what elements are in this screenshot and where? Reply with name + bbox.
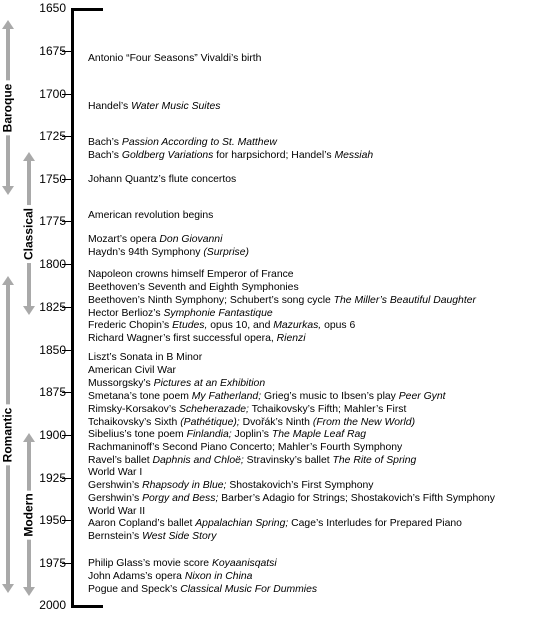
timeline-event [88,429,366,442]
year-label: 1950 [39,513,66,527]
event-title-italic: Water Music Suites [131,101,221,112]
timeline-event [88,571,252,584]
event-text: Napoleon crowns himself Emperor of France [88,269,294,280]
event-text: Haydn’s 94th Symphony [88,247,204,258]
event-text: Richard Wagner’s first successful opera, [88,333,277,344]
year-label: 1725 [39,129,66,143]
timeline-event [88,352,202,365]
event-text: opus 10, and [207,320,274,331]
arrow-up-icon [23,433,35,442]
period-span-baroque [2,20,14,195]
timeline-event [88,320,355,333]
event-title-italic: Daphnis and Chloë; [152,455,244,466]
event-text: Beethoven’s Seventh and Eighth Symphonies [88,282,299,293]
event-text: Gershwin’s [88,493,143,504]
event-title-italic: Rienzi [276,333,306,344]
event-title-italic: Rhapsody in Blue; [142,480,227,491]
timeline-event [88,234,222,247]
event-title-italic: The Maple Leaf Rag [271,429,367,440]
event-text: Handel’s [88,101,132,112]
year-label: 1875 [39,385,66,399]
event-text: Beethoven’s Ninth Symphony; Schubert’s song cycle [88,295,334,306]
event-text: Aaron Copland’s ballet [88,518,196,529]
event-title-italic: Pictures at an Exhibition [153,378,266,389]
timeline-event [88,378,265,391]
event-text: Shostakovich’s First Symphony [226,480,374,491]
event-text: Johann Quantz’s flute concertos [88,174,237,185]
event-text: Sibelius’s tone poem [88,429,187,440]
arrow-up-icon [2,20,14,29]
event-text: Dvořák’s Ninth [239,417,313,428]
timeline-event [88,417,415,430]
event-title-italic: (From the New World) [312,417,416,428]
event-title-italic: (Pathétique); [180,417,240,428]
timeline-event [88,467,142,480]
event-text: opus 6 [321,320,356,331]
timeline-event [88,506,145,519]
arrow-down-icon [23,587,35,596]
event-title-italic: Peer Gynt [398,391,446,402]
period-span-romantic [2,276,14,593]
event-text: Bach’s [88,150,122,161]
event-text: Grieg’s music to Ibsen’s play [261,391,399,402]
event-text: Gershwin’s [88,480,143,491]
year-label: 1750 [39,172,66,186]
event-text: Tchaikovsky’s Fifth; Mahler’s First [248,404,407,415]
event-text: Rachmaninoff’s Second Piano Concerto; Mahler’s Fourth Symphony [88,442,403,453]
year-label: 1675 [39,44,66,58]
event-text: Antonio “Four Seasons” Vivaldi’s birth [88,53,262,64]
timeline-event [88,518,462,531]
period-label: Romantic [0,404,17,465]
event-text: Tchaikovsky’s Sixth [88,417,181,428]
event-text: Mussorgsky’s [88,378,154,389]
timeline-event [88,210,213,223]
timeline-event [88,282,299,295]
year-label: 1900 [39,428,66,442]
event-title-italic: Finlandia; [186,429,232,440]
timeline-event [88,480,374,493]
year-label: 1700 [39,87,66,101]
timeline-event [88,558,277,571]
arrow-up-icon [2,276,14,285]
year-label: 1650 [39,1,66,15]
timeline-event [88,269,294,282]
timeline-event [88,247,249,260]
timeline-event [88,584,317,597]
event-text: Barber’s Adagio for Strings; Shostakovich’s Fifth Symphony [218,493,495,504]
event-text: Liszt’s Sonata in B Minor [88,352,203,363]
event-text: Smetana’s tone poem [88,391,192,402]
event-text: Stravinsky’s ballet [243,455,333,466]
event-text: American revolution begins [88,210,214,221]
event-title-italic: Passion According to St. Matthew [121,137,277,148]
arrow-down-icon [2,584,14,593]
timeline-event [88,391,446,404]
event-title-italic: Mazurkas, [273,320,322,331]
period-label: Modern [21,490,38,539]
axis-bottom-cap [71,605,103,608]
event-title-italic: Goldberg Variations [121,150,214,161]
event-text: Frederic Chopin’s [88,320,173,331]
timeline-event [88,53,261,66]
timeline-event [88,333,306,346]
axis-top-cap [71,8,103,11]
timeline-event [88,404,406,417]
event-text: Pogue and Speck’s [88,584,181,595]
event-text: Bernstein’s [88,531,143,542]
event-text: Mozart’s opera [88,234,160,245]
event-title-italic: Don Giovanni [159,234,223,245]
event-text: Philip Glass’s movie score [88,558,212,569]
event-title-italic: Scheherazade; [179,404,249,415]
period-span-modern [23,433,35,596]
timeline-event [88,174,236,187]
timeline-event [88,295,476,308]
event-title-italic: Classical Music For Dummies [180,584,318,595]
event-text: World War I [88,467,143,478]
event-text: Rimsky-Korsakov’s [88,404,180,415]
year-label: 1825 [39,300,66,314]
event-text: Cage’s Interludes for Prepared Piano [288,518,462,529]
event-text: World War II [88,506,146,517]
timeline-axis [71,8,74,608]
event-title-italic: West Side Story [142,531,217,542]
timeline-event [88,455,416,468]
year-label: 1850 [39,343,66,357]
event-title-italic: Etudes, [172,320,208,331]
event-title-italic: (Surprise) [203,247,249,258]
event-text: Hector Berlioz’s [88,308,164,319]
event-title-italic: The Miller’s Beautiful Daughter [333,295,476,306]
period-span-classical [23,152,35,315]
arrow-down-icon [2,186,14,195]
timeline-event [88,531,216,544]
event-title-italic: The Rite of Spring [332,455,417,466]
timeline-event [88,493,495,506]
year-label: 1775 [39,214,66,228]
year-label: 1975 [39,556,66,570]
event-title-italic: Nixon in China [184,571,253,582]
event-text: Joplin’s [231,429,272,440]
period-label: Classical [21,204,38,262]
arrow-up-icon [23,152,35,161]
year-label: 2000 [39,598,66,612]
timeline-event [88,442,402,455]
timeline-event [88,308,273,321]
timeline-event [88,150,373,163]
event-text: John Adams’s opera [88,571,185,582]
event-text: Ravel’s ballet [88,455,153,466]
event-title-italic: Messiah [334,150,374,161]
arrow-down-icon [23,306,35,315]
timeline-event [88,101,220,114]
year-label: 1800 [39,257,66,271]
event-text: American Civil War [88,365,176,376]
timeline-event [88,365,176,378]
event-title-italic: Appalachian Spring; [195,518,289,529]
event-title-italic: My Fatherland; [191,391,262,402]
event-text: Bach’s [88,137,122,148]
event-title-italic: Symphonie Fantastique [163,308,273,319]
event-title-italic: Koyaanisqatsi [211,558,277,569]
period-label: Baroque [0,80,17,135]
event-text: for harpsichord; Handel’s [213,150,335,161]
timeline-event [88,137,277,150]
event-title-italic: Porgy and Bess; [142,493,219,504]
year-label: 1925 [39,471,66,485]
